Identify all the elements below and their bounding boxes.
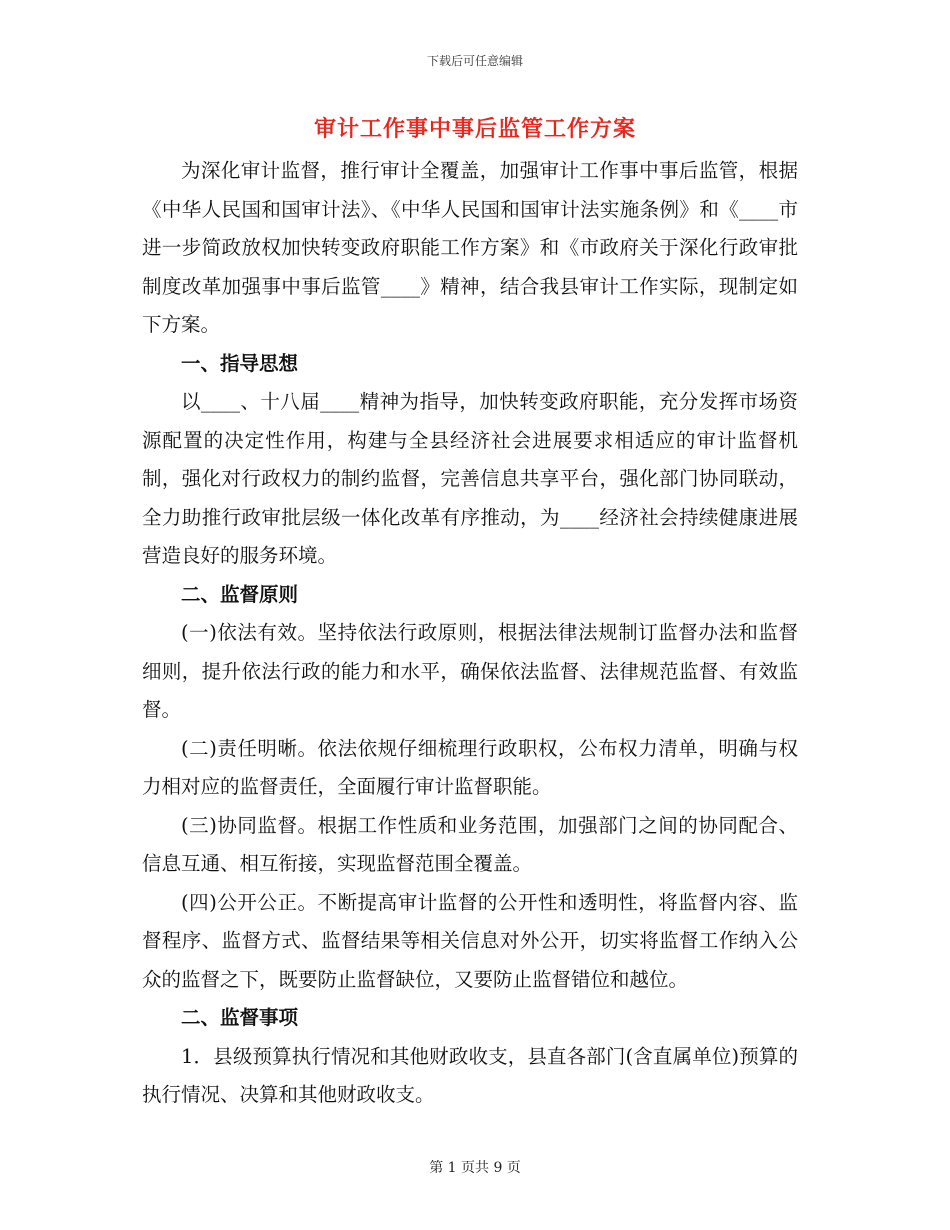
intro-paragraph: 为深化审计监督，推行审计全覆盖，加强审计工作事中事后监管，根据《中华人民国和国审计法》、《中华人民国和国审计法实施条例》和《____市进一步简政放权加快转变政府职能工作方案》和《市政府关于深化行政审批制度改革加强事中事后监管____》精神，结合我县审计工作实际，现制定如下方案。 — [142, 159, 798, 336]
principle-2-paragraph: (二)责任明晰。依法依规仔细梳理行政职权，公布权力清单，明确与权力相对应的监督责任，全面履行审计监督职能。 — [142, 736, 798, 798]
principle-4-paragraph: (四)公开公正。不断提高审计监督的公开性和透明性，将监督内容、监督程序、监督方式、监督结果等相关信息对外公开，切实将监督工作纳入公众的监督之下，既要防止监督缺位，又要防止监督错位和越位。 — [142, 890, 798, 991]
section-heading-supervision-principles: 二、监督原则 — [181, 582, 299, 606]
section-heading-guiding-ideology: 一、指导思想 — [181, 351, 299, 375]
supervision-item-1-paragraph: 1．县级预算执行情况和其他财政收支，县直各部门(含直属单位)预算的执行情况、决算和其他财政收支。 — [142, 1044, 798, 1106]
document-title: 审计工作事中事后监管工作方案 — [313, 116, 636, 142]
section-heading-supervision-items: 二、监督事项 — [181, 1006, 299, 1029]
guiding-ideology-paragraph: 以____、十八届____精神为指导，加快转变政府职能，充分发挥市场资源配置的决定性作用，构建与全县经济社会进展要求相适应的审计监督机制，强化对行政权力的制约监督，完善信息共享平台，强化部门协同联动，全力助推行政审批层级一体化改革有序推动，为____经济社会持续健康进展营造良好的服务环境。 — [142, 390, 798, 567]
document-body — [142, 152, 798, 1115]
page-number: 第 1 页共 9 页 — [429, 1160, 521, 1176]
page-header-note: 下载后可任意编辑 — [426, 54, 523, 68]
principle-3-paragraph: (三)协同监督。根据工作性质和业务范围，加强部门之间的协同配合、信息互通、相互衔接，实现监督范围全覆盖。 — [142, 813, 798, 875]
principle-1-paragraph: (一)依法有效。坚持依法行政原则，根据法律法规制订监督办法和监督细则，提升依法行政的能力和水平，确保依法监督、法律规范监督、有效监督。 — [142, 621, 798, 721]
